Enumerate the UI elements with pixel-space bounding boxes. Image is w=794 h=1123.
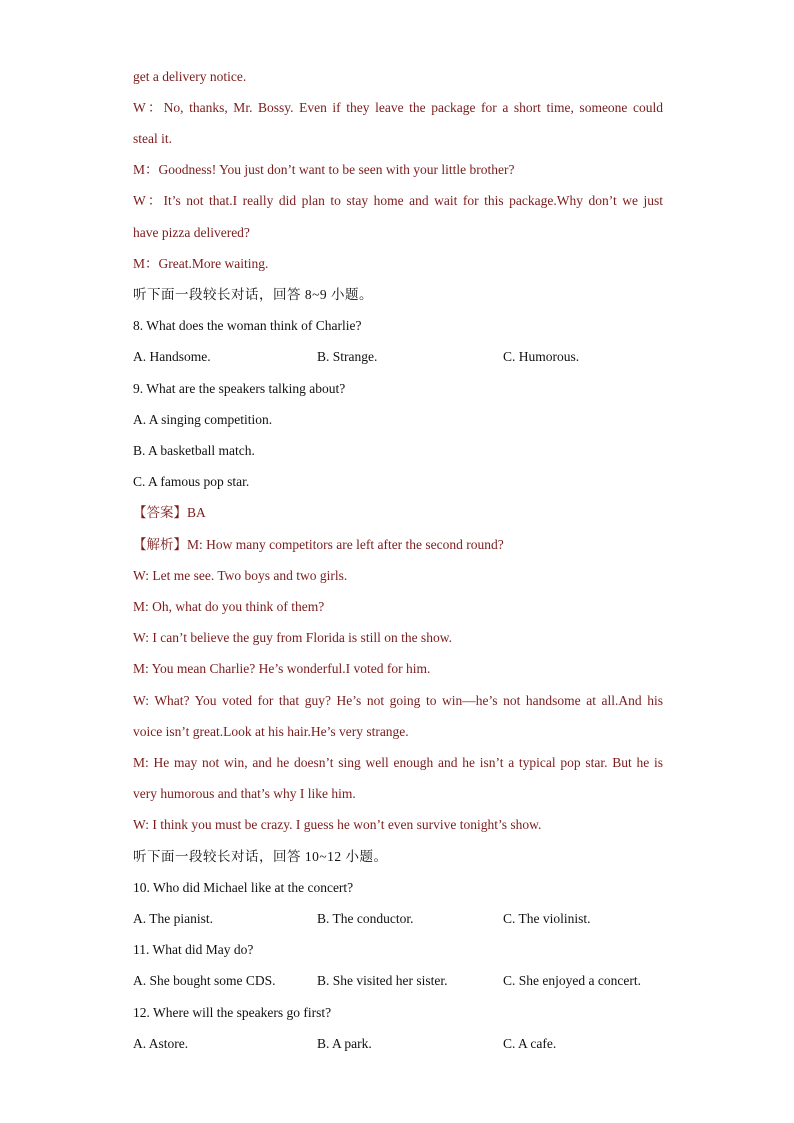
section-heading: 听下面一段较长对话，回答 8~9 小题。: [133, 287, 374, 302]
question-8: 8. What does the woman think of Charlie?: [133, 318, 362, 333]
answer-line: [133, 504, 663, 522]
option-c: C. A famous pop star.: [133, 474, 250, 489]
transcript-line: very humorous and that’s why I like him.: [133, 786, 356, 801]
option-b: B. The conductor.: [317, 911, 414, 926]
option-a: A. She bought some CDS.: [133, 973, 276, 988]
question-12: 12. Where will the speakers go first?: [133, 1005, 332, 1020]
transcript-line: W: I can’t believe the guy from Florida is still on the show.: [133, 630, 452, 645]
option-c: C. She enjoyed a concert.: [503, 973, 641, 988]
transcript-line: M: He may not win, and he doesn’t sing well enough and he isn’t a typical pop star. But he is: [133, 755, 663, 770]
option-a: A. Astore.: [133, 1036, 189, 1051]
analysis-label: 【解析】: [133, 537, 187, 552]
option-b: B. A park.: [317, 1036, 372, 1051]
question-11: 11. What did May do?: [133, 942, 254, 957]
transcript-line: voice isn’t great.Look at his hair.He’s very strange.: [133, 724, 409, 739]
option-c: C. Humorous.: [503, 349, 580, 364]
option-b: B. Strange.: [317, 349, 378, 364]
option-a: A. Handsome.: [133, 349, 211, 364]
option-a: A. The pianist.: [133, 911, 213, 926]
answer-label: 【答案】: [133, 505, 187, 520]
transcript-line: W: What? You voted for that guy? He’s not going to win—he’s not handsome at all.And his: [133, 693, 663, 708]
answer-value: BA: [187, 505, 206, 520]
option-b: B. A basketball match.: [133, 443, 255, 458]
transcript-line: M: You mean Charlie? He’s wonderful.I voted for him.: [133, 661, 431, 676]
option-c: C. The violinist.: [503, 911, 591, 926]
transcript-line: M：Great.More waiting.: [133, 256, 269, 271]
transcript-line: W: Let me see. Two boys and two girls.: [133, 568, 348, 583]
transcript-line: steal it.: [133, 131, 172, 146]
transcript-line: M：Goodness! You just don’t want to be seen with your little brother?: [133, 162, 515, 177]
transcript-line: get a delivery notice.: [133, 69, 247, 84]
option-c: C. A cafe.: [503, 1036, 557, 1051]
option-a: A. A singing competition.: [133, 412, 273, 427]
transcript-line: W：No, thanks, Mr. Bossy. Even if they leave the package for a short time, someone could: [133, 100, 663, 115]
transcript-line: W：It’s not that.I really did plan to stay home and wait for this package.Why don’t we just: [133, 193, 663, 208]
question-10: 10. Who did Michael like at the concert?: [133, 880, 354, 895]
analysis-line: [133, 536, 663, 554]
section-heading: 听下面一段较长对话，回答 10~12 小题。: [133, 849, 388, 864]
transcript-line: have pizza delivered?: [133, 225, 250, 240]
transcript-line: W: I think you must be crazy. I guess he won’t even survive tonight’s show.: [133, 817, 542, 832]
transcript-line: M: Oh, what do you think of them?: [133, 599, 325, 614]
option-b: B. She visited her sister.: [317, 973, 448, 988]
question-9: 9. What are the speakers talking about?: [133, 381, 346, 396]
transcript-line: M: How many competitors are left after the second round?: [187, 537, 504, 552]
